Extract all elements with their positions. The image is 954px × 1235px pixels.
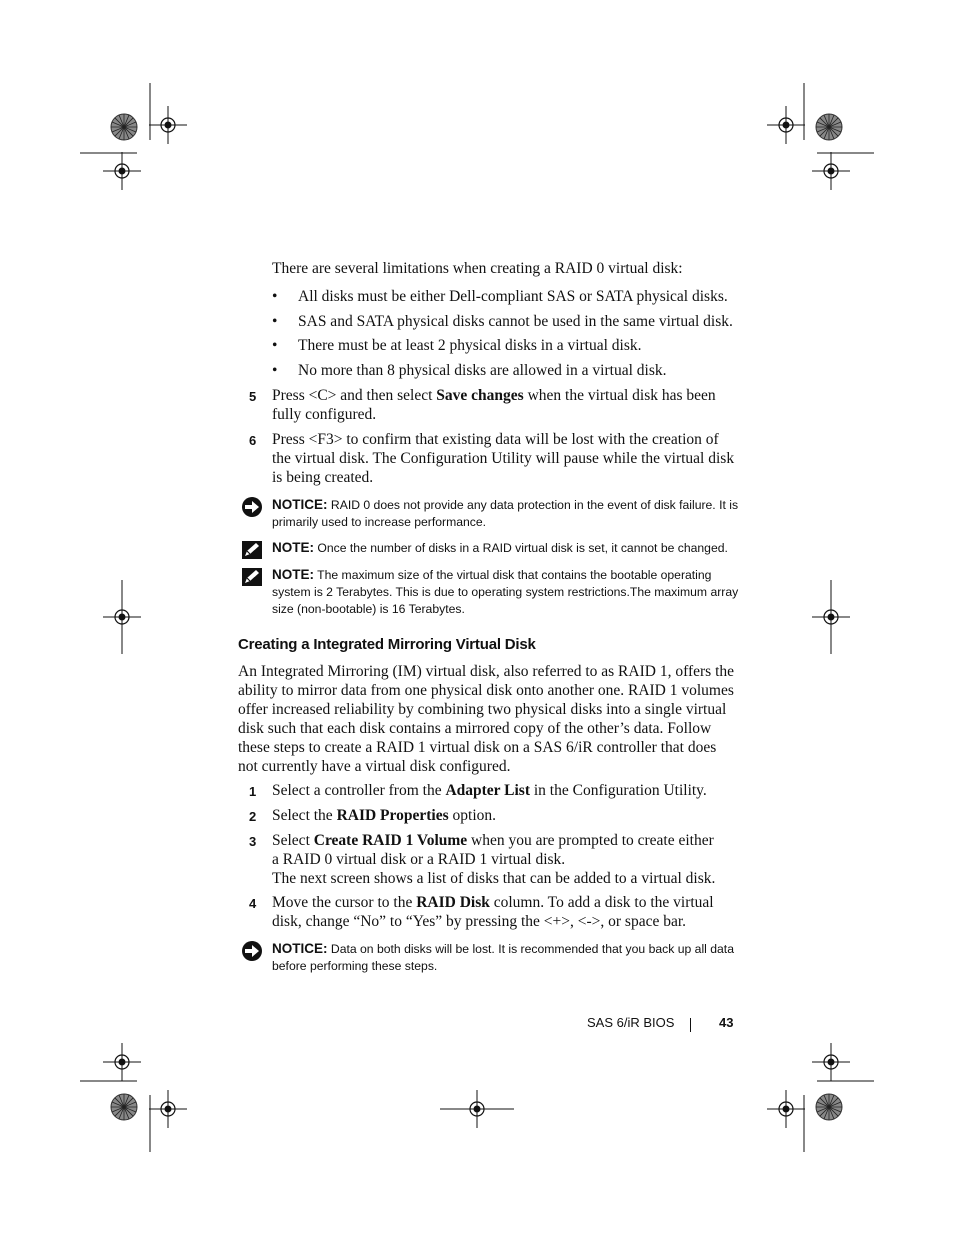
- section-paragraph: An Integrated Mirroring (IM) virtual disk, also referred to as RAID 1, offers the ability to mirror data from one physical disk onto another one. RAID 1 volumes offer increased reliability by combining two physical disks into a single virtual disk such that each disk contains a mirrored copy of the other’s data. Follow these steps to create a RAID 1 virtual disk on a SAS 6/iR controller that does not currently have a virtual disk configured.: [238, 663, 734, 775]
- step-4: 4 Move the cursor to the RAID Disk column. To add a disk to the virtual disk, change “No” to “Yes” by pressing the <+>, <->, or space bar.: [249, 894, 714, 930]
- step-1: 1 Select a controller from the Adapter List in the Configuration Utility.: [249, 782, 707, 799]
- bullet-marker: •: [272, 312, 278, 330]
- pencil-note-icon: [240, 566, 264, 588]
- step-number: 3: [249, 834, 257, 849]
- ui-term: RAID Disk: [416, 894, 490, 911]
- step-followup: The next screen shows a list of disks that can be added to a virtual disk.: [272, 870, 716, 887]
- notice-arrow-icon: [240, 496, 264, 518]
- notice-callout: NOTICE: RAID 0 does not provide any data protection in the event of disk failure. It is primarily used to increase performance.: [240, 496, 740, 531]
- step-number: 2: [249, 809, 257, 824]
- step-5: 5 Press <C> and then select Save changes when the virtual disk has been fully configured.: [249, 387, 716, 423]
- intro-text: There are several limitations when creating a RAID 0 virtual disk:: [272, 260, 683, 277]
- list-item: • No more than 8 physical disks are allowed in a virtual disk.: [272, 362, 667, 380]
- bullet-marker: •: [272, 337, 278, 355]
- section-heading: Creating a Integrated Mirroring Virtual Disk: [238, 636, 536, 653]
- bullet-marker: •: [272, 288, 278, 305]
- ui-term: Adapter List: [445, 782, 530, 799]
- page-number: 43: [719, 1015, 734, 1030]
- step-number: 6: [249, 433, 257, 448]
- list-item: • All disks must be either Dell-compliant SAS or SATA physical disks.: [272, 288, 728, 305]
- notice-arrow-icon: [240, 940, 264, 962]
- note-callout: NOTE: The maximum size of the virtual disk that contains the bootable operating system is 2 Terabytes. This is due to operating system restrictions.The maximum array size (non-bootable) is 16 Terabytes.: [240, 566, 740, 618]
- step-3: 3 Select Create RAID 1 Volume when you are prompted to create either a RAID 0 virtual disk or a RAID 1 virtual disk. The next screen shows a list of disks that can be added to a virtual disk.: [249, 831, 719, 888]
- ui-term: Create RAID 1 Volume: [313, 832, 468, 849]
- pencil-note-icon: [240, 539, 264, 561]
- notice-callout: NOTICE: Data on both disks will be lost. It is recommended that you back up all data before performing these steps.: [240, 940, 740, 975]
- step-number: 4: [249, 896, 257, 911]
- list-item: • SAS and SATA physical disks cannot be used in the same virtual disk.: [272, 312, 733, 330]
- ui-term: RAID Properties: [336, 807, 449, 824]
- step-number: 1: [249, 784, 257, 799]
- limitations-list: [272, 287, 742, 386]
- list-item: • There must be at least 2 physical disks in a virtual disk.: [272, 337, 642, 355]
- step-6: 6 Press <F3> to confirm that existing data will be lost with the creation of the virtual disk. The Configuration Utility will pause while the virtual disk is being created.: [249, 431, 735, 486]
- bullet-marker: •: [272, 362, 278, 380]
- step-2: 2 Select the RAID Properties option.: [249, 807, 497, 824]
- step-number: 5: [249, 389, 257, 404]
- footer-divider: [690, 1018, 691, 1032]
- running-footer-title: SAS 6/iR BIOS: [587, 1015, 675, 1030]
- ui-term: Save changes: [436, 387, 524, 404]
- note-callout: NOTE: Once the number of disks in a RAID virtual disk is set, it cannot be changed.: [240, 539, 740, 557]
